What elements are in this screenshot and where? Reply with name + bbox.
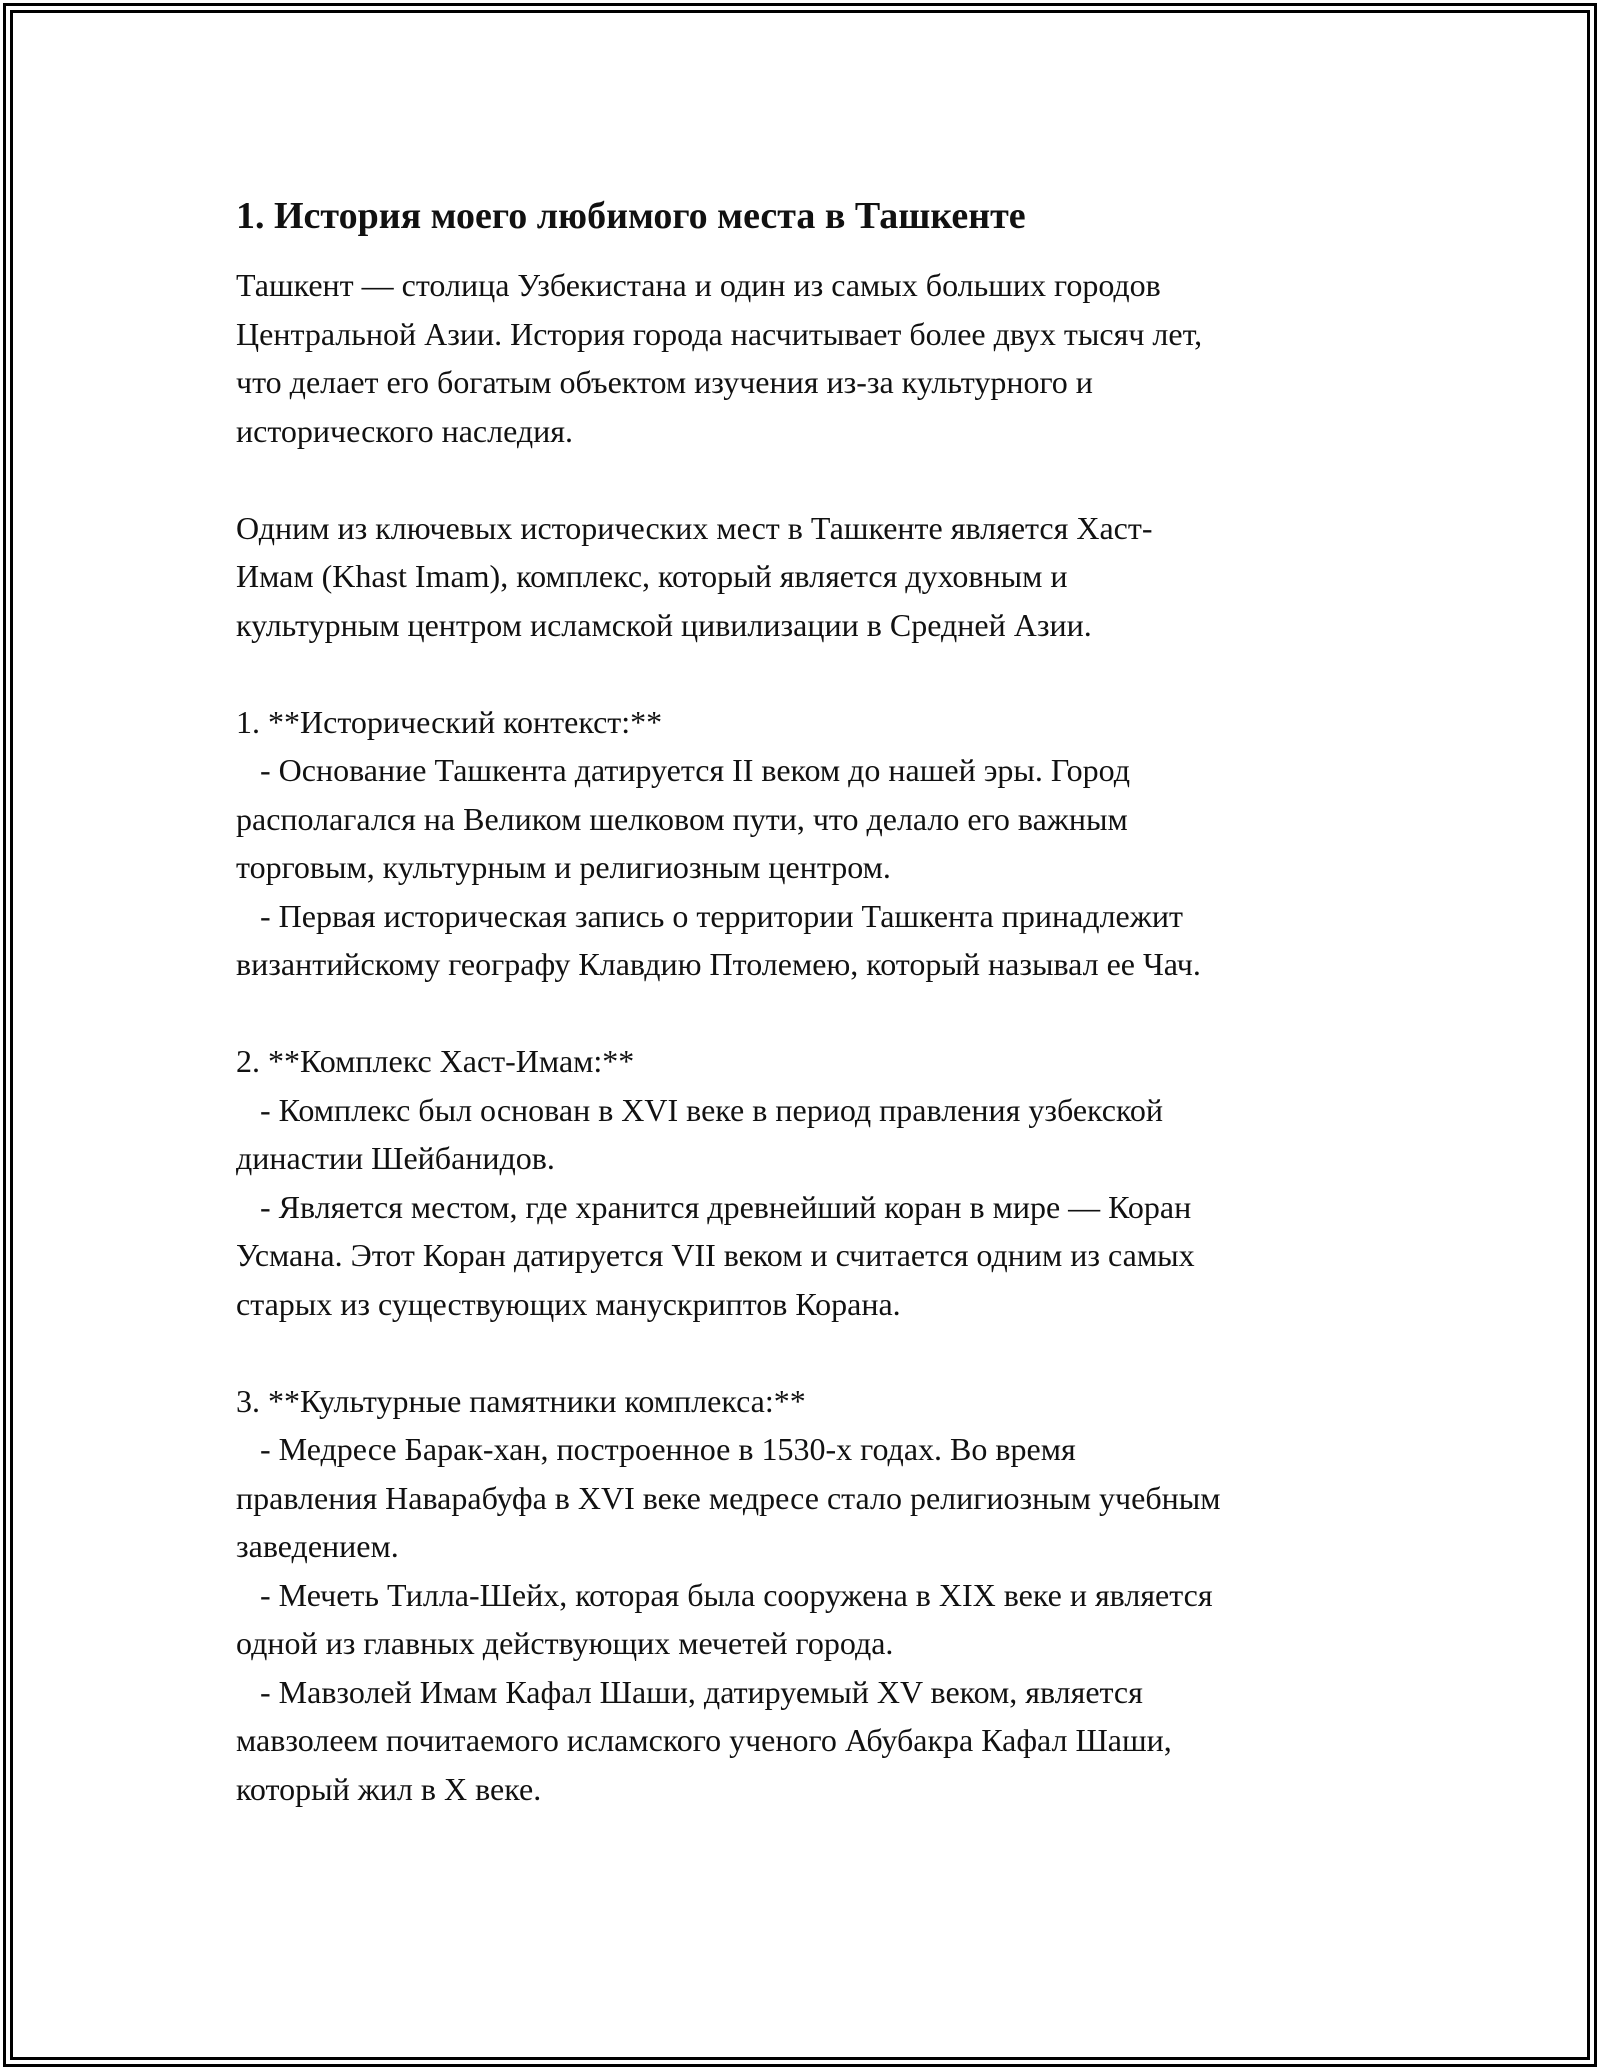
document-body: [236, 188, 1386, 1813]
text-line: Усмана. Этот Коран датируется VII веком и считается одним из самых: [236, 1237, 1195, 1273]
list-item: - Комплекс был основан в XVI веке в период правления узбекской: [236, 1091, 1164, 1128]
paragraph-gap: [236, 989, 1386, 1038]
text-line: торговым, культурным и религиозным центром.: [236, 849, 891, 885]
text-line: Имам (Khast Imam), комплекс, который является духовным и: [236, 558, 1068, 594]
section-heading: 1. **Исторический контекст:**: [236, 703, 663, 740]
text-line: заведением.: [236, 1528, 399, 1564]
text-line: Одним из ключевых исторических мест в Ташкенте является Хаст-: [236, 509, 1153, 546]
list-item: - Первая историческая запись о территории Ташкента принадлежит: [236, 897, 1183, 934]
section-monuments: [236, 1377, 1386, 1814]
text-line: мавзолеем почитаемого исламского ученого Абубакра Кафал Шаши,: [236, 1722, 1172, 1758]
list-item: - Мавзолей Имам Кафал Шаши, датируемый XV веком, является: [236, 1673, 1143, 1710]
list-item: - Является местом, где хранится древнейший коран в мире — Коран: [236, 1188, 1192, 1225]
list-item: - Основание Ташкента датируется II веком до нашей эры. Город: [236, 752, 1130, 788]
section-heading: 3. **Культурные памятники комплекса:**: [236, 1382, 806, 1419]
text-line: исторического наследия.: [236, 412, 573, 449]
khast-imam-paragraph: [236, 504, 1386, 650]
text-line: что делает его богатым объектом изучения из-за культурного и: [236, 364, 1093, 400]
section-historical-context: [236, 698, 1386, 989]
section-heading: 2. **Комплекс Хаст-Имам:**: [236, 1043, 635, 1079]
text-line: культурным центром исламской цивилизации в Средней Азии.: [236, 606, 1092, 643]
text-line: правления Наварабуфа в XVI веке медресе стало религиозным учебным: [236, 1479, 1221, 1516]
paragraph-gap: [236, 455, 1386, 504]
list-item: - Медресе Барак-хан, построенное в 1530-х годах. Во время: [236, 1431, 1076, 1467]
document-title: 1. История моего любимого места в Ташкенте: [236, 195, 1026, 237]
text-line: Центральной Азии. История города насчитывает более двух тысяч лет,: [236, 315, 1203, 352]
text-line: Ташкент — столица Узбекистана и один из самых больших городов: [236, 267, 1161, 303]
intro-paragraph: [236, 261, 1386, 455]
list-item: - Мечеть Тилла-Шейх, которая была сооружена в XIX веке и является: [236, 1576, 1213, 1613]
text-line: располагался на Великом шелковом пути, что делало его важным: [236, 800, 1128, 837]
text-line: византийскому географу Клавдию Птолемею, который называл ее Чач.: [236, 946, 1201, 982]
section-complex: [236, 1037, 1386, 1328]
text-line: династии Шейбанидов.: [236, 1140, 555, 1176]
text-line: который жил в X веке.: [236, 1770, 542, 1807]
paragraph-gap: [236, 649, 1386, 698]
text-line: старых из существующих манускриптов Корана.: [236, 1285, 901, 1322]
text-line: одной из главных действующих мечетей города.: [236, 1625, 894, 1661]
paragraph-gap: [236, 1328, 1386, 1377]
